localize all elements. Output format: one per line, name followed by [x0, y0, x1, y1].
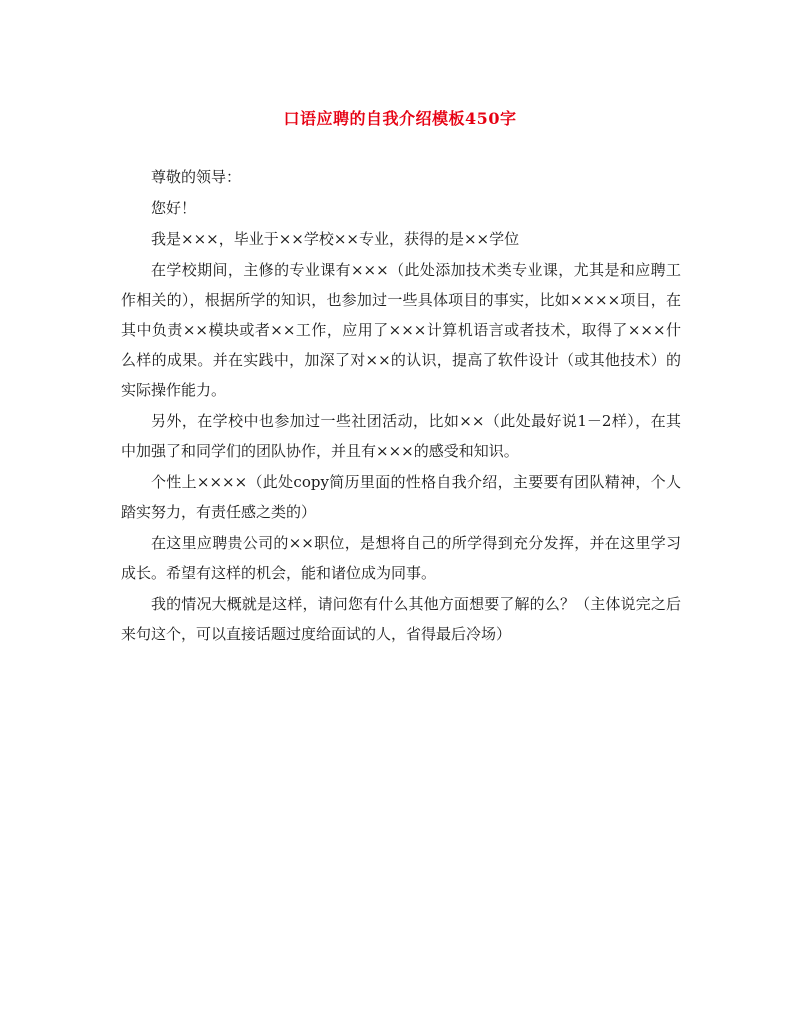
paragraph-school-experience: 在学校期间，主修的专业课有×××（此处添加技术类专业课，尤其是和应聘工作相关的），根据所学的知识，也参加过一些具体项目的事实，比如××××项目，在其中负责××模块或者××工作，应用了×××计算机语言或者技术，取得了×××什么样的成果。并在实践中，加深了对××的认识，提高了软件设计（或其他技术）的实际操作能力。 [121, 261, 681, 399]
document-title: 口语应聘的自我介绍模板450字 [283, 109, 517, 128]
paragraph-greeting: 您好！ [151, 199, 197, 217]
paragraph-intro: 我是×××，毕业于××学校××专业，获得的是××学位 [151, 230, 520, 248]
document-body [121, 162, 681, 650]
paragraph-motivation: 在这里应聘贵公司的××职位，是想将自己的所学得到充分发挥，并在这里学习成长。希望有这样的机会，能和诸位成为同事。 [121, 534, 681, 582]
paragraph-activities: 另外，在学校中也参加过一些社团活动，比如××（此处最好说1－2样），在其中加强了和同学们的团队协作，并且有×××的感受和知识。 [121, 412, 681, 460]
paragraph-salutation: 尊敬的领导： [151, 168, 242, 186]
paragraph-personality: 个性上××××（此处copy简历里面的性格自我介绍，主要要有团队精神，个人踏实努力，有责任感之类的） [121, 473, 681, 521]
paragraph-closing: 我的情况大概就是这样，请问您有什么其他方面想要了解的么？（主体说完之后来句这个，可以直接话题过度给面试的人，省得最后冷场） [121, 595, 681, 643]
